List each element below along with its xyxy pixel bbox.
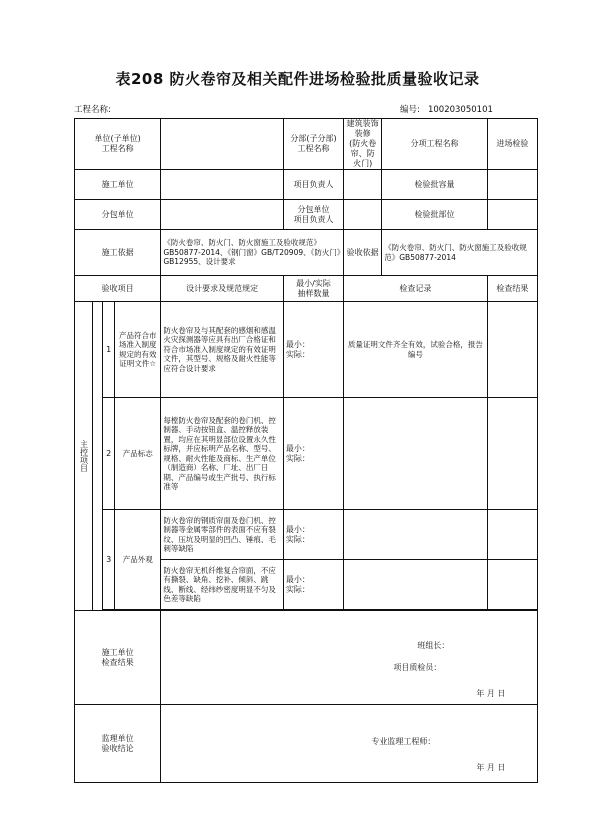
serial-value: 100203050101 <box>427 105 493 115</box>
actual-label: 实际： <box>285 534 310 544</box>
item-record[interactable] <box>344 560 488 610</box>
unit-project-value[interactable] <box>161 119 284 170</box>
construction-check-label: 施工单位 检查结果 <box>75 611 161 705</box>
subitem-value: 进场检验 <box>487 119 537 170</box>
lot-part-label: 检验批部位 <box>382 200 487 230</box>
division-label: 分部(子分部) 工程名称 <box>283 119 343 170</box>
project-name-label: 工程名称: <box>74 105 111 115</box>
item-record[interactable] <box>344 398 488 510</box>
supervision-date: 年 月 日 <box>476 763 506 772</box>
contractor-label: 施工单位 <box>75 170 161 200</box>
header-requirement: 设计要求及规范规定 <box>161 276 284 302</box>
main-control-spacer <box>93 302 103 611</box>
unit-project-label: 单位(子单位) 工程名称 <box>75 119 161 170</box>
acceptance-basis-value: 《防火卷帘、防火门、防火窗施工及验收规范》GB50877-2014 <box>382 230 538 276</box>
sub-pm-value[interactable] <box>344 200 382 230</box>
header-record: 检查记录 <box>344 276 488 302</box>
item-requirement: 防火卷帘及与其配套的感烟和感温火灾探测器等应具有出厂合格证和符合市场准入制度规定的有效证明文件，其型号、规格及耐火性能等应符合设计要求 <box>161 302 284 398</box>
acceptance-basis-label: 验收依据 <box>344 230 382 276</box>
item-result[interactable] <box>487 302 537 398</box>
basis-value: 《防火卷帘、防火门、防火窗施工及验收规范》GB50877-2014、《钢门窗》GB/T20909、《防火门》GB12955、设计要求 <box>161 230 344 276</box>
serial-label: 编号: <box>400 105 420 115</box>
inspector-label: 项目质检员： <box>393 663 442 672</box>
item-no: 2 <box>103 398 115 510</box>
pm-value[interactable] <box>344 170 382 200</box>
item-no: 1 <box>103 302 115 398</box>
actual-label: 实际： <box>285 584 310 594</box>
min-label: 最小： <box>285 443 310 453</box>
sampling-cell <box>283 398 343 510</box>
lot-part-value[interactable] <box>487 200 537 230</box>
header-sampling: 最小/实际 抽样数量 <box>283 276 343 302</box>
subcontractor-label: 分包单位 <box>75 200 161 230</box>
actual-label: 实际： <box>285 349 310 359</box>
sub-pm-label: 分包单位 项目负责人 <box>283 200 343 230</box>
min-label: 最小： <box>285 574 310 584</box>
header-item: 验收项目 <box>75 276 161 302</box>
page-title: 表208 防火卷帘及相关配件进场检验批质量验收记录 <box>115 70 480 88</box>
sampling-cell <box>283 302 343 398</box>
min-label: 最小： <box>285 524 310 534</box>
actual-label: 实际： <box>285 453 310 463</box>
item-record: 质量证明文件齐全有效，试验合格，报告编号 <box>344 302 488 398</box>
inspection-record-table <box>74 118 538 783</box>
subcontractor-value[interactable] <box>161 200 284 230</box>
item-no: 3 <box>103 510 115 610</box>
construction-check-signature[interactable] <box>161 611 538 705</box>
main-control-label: 主控项目 <box>75 302 93 611</box>
item-result[interactable] <box>487 510 537 560</box>
contractor-value[interactable] <box>161 170 284 200</box>
serial-number <box>400 103 493 115</box>
min-label: 最小： <box>285 339 310 349</box>
item-result[interactable] <box>487 398 537 510</box>
lot-capacity-label: 检验批容量 <box>382 170 487 200</box>
supervisor-label: 专业监理工程师： <box>371 737 436 746</box>
sampling-cell <box>283 510 343 560</box>
item-requirement: 防火卷帘无机纤维复合帘面，不应有撕裂、缺角、挖补、倾斜、跳线、断线、经纬纱密度明显不匀及色差等缺陷 <box>161 560 284 610</box>
item-name: 产品标志 <box>115 398 161 510</box>
item-name: 产品符合市场准入制度规定的有效证明文件☆ <box>115 302 161 398</box>
item-record[interactable] <box>344 510 488 560</box>
sampling-cell <box>283 560 343 610</box>
item-result[interactable] <box>487 560 537 610</box>
item-requirement: 每樘防火卷帘及配套的卷门机、控制器、手动按钮盒、温控释放装置，均应在其明显部位设置永久性标牌，并应标明产品名称、型号、规格、耐火性能及商标、生产单位（制造商）名称、厂址、出厂日期、产品编号或生产批号、执行标准等 <box>161 398 284 510</box>
lot-capacity-value[interactable] <box>487 170 537 200</box>
division-value: 建筑装饰装修 (防火卷帘、防 火门) <box>344 119 382 170</box>
pm-label: 项目负责人 <box>283 170 343 200</box>
construction-date: 年 月 日 <box>476 689 506 698</box>
basis-label: 施工依据 <box>75 230 161 276</box>
header-result: 检查结果 <box>487 276 537 302</box>
item-name: 产品外观 <box>115 510 161 610</box>
subitem-label: 分项工程名称 <box>382 119 487 170</box>
team-leader-label: 班组长： <box>417 641 450 650</box>
supervision-signature[interactable] <box>161 705 538 783</box>
supervision-label: 监理单位 验收结论 <box>75 705 161 783</box>
item-requirement: 防火卷帘的钢质帘面及卷门机、控制器等金属零部件的表面不应有裂纹、压坑及明显的凹凸、锤痕、毛刺等缺陷 <box>161 510 284 560</box>
